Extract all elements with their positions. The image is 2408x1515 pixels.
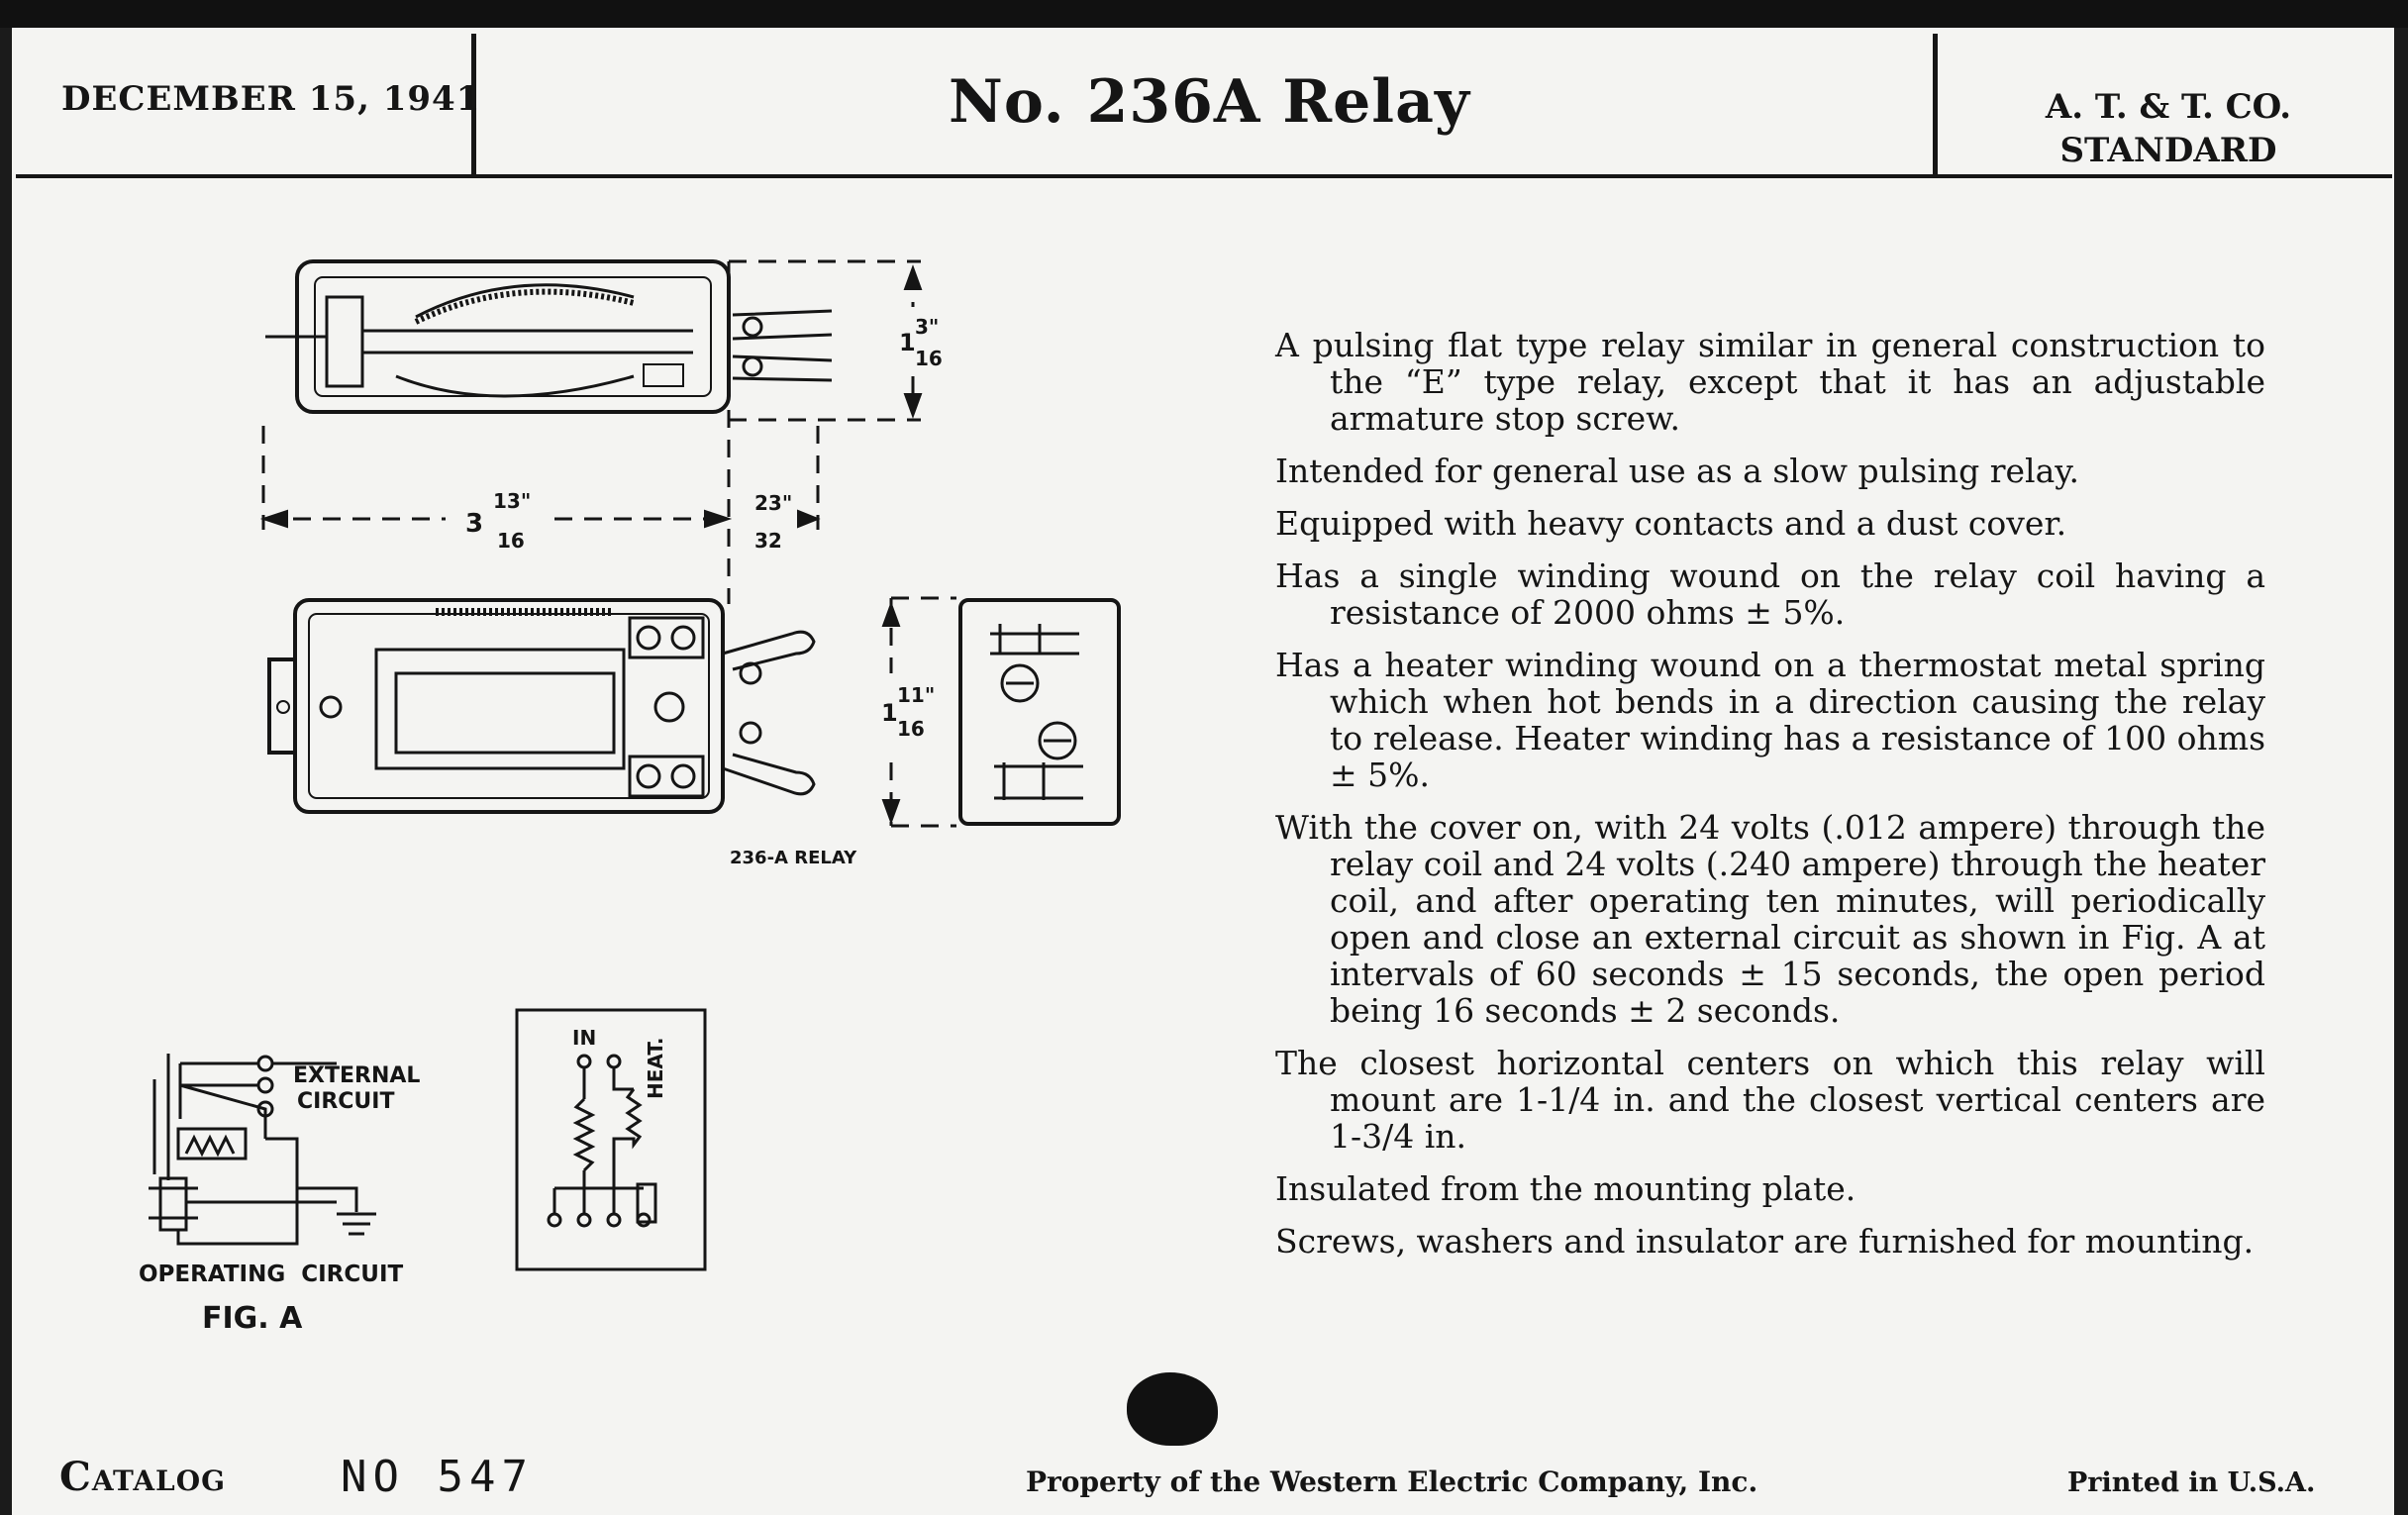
description (1275, 327, 2265, 1275)
dim-terminal-num: 23" (754, 491, 793, 515)
description-paragraph: With the cover on, with 24 volts (.012 ampere) through the relay coil and 24 volts (.240 ampere) through the heater coil, and after operating ten minutes, will periodically open and close an external circuit as shown in Fig. A at intervals of 60 seconds ± 15 seconds, the open period being 16 seconds ± 2 seconds. (1275, 808, 2265, 1030)
standard-line-1: A. T. & T. CO. (2045, 87, 2292, 127)
dim-height-num: 3" (915, 315, 940, 339)
description-paragraph: Intended for general use as a slow pulsing relay. (1275, 452, 2080, 490)
relay-side-view (265, 261, 832, 412)
schematic-in-label: IN (572, 1026, 597, 1050)
printed-notice: Printed in U.S.A. (2067, 1467, 2316, 1498)
description-paragraph: Has a single winding wound on the relay coil having a resistance of 2000 ohms ± 5%. (1275, 556, 2265, 632)
dim-height-den: 16 (915, 347, 943, 370)
dim-length-den: 16 (497, 529, 525, 553)
external-label: EXTERNAL (293, 1063, 421, 1088)
description-paragraph: Has a heater winding wound on a thermostat metal spring which when hot bends in a direction causing the relay to release. Heater winding has a resistance of 100 ohms ± 5%. (1275, 646, 2265, 794)
catalog-label: Catalog (59, 1454, 227, 1500)
page-title: No. 236A Relay (949, 67, 1470, 137)
issue-date: DECEMBER 15, 1941 (61, 79, 481, 119)
description-paragraph: Screws, washers and insulator are furnished for mounting. (1275, 1222, 2255, 1261)
figure-caption: FIG. A (202, 1301, 303, 1336)
property-notice: Property of the Western Electric Company, Inc. (1026, 1465, 1758, 1498)
dim-width-num: 11" (897, 683, 936, 707)
dim-length-whole: 3 (465, 509, 484, 539)
dim-width-den: 16 (897, 717, 925, 741)
schematic-heat-label: HEAT. (644, 1037, 667, 1099)
description-paragraph: Equipped with heavy contacts and a dust cover. (1275, 504, 2067, 543)
dim-length-num: 13" (493, 489, 532, 513)
dim-terminal-den: 32 (754, 529, 782, 553)
relay-end-view (960, 600, 1119, 824)
wiring-schematic (517, 1010, 705, 1269)
standard-line-2: STANDARD (2059, 131, 2277, 170)
dim-height-whole: 1 (899, 329, 916, 356)
description-paragraph: A pulsing flat type relay similar in general construction to the “E” type relay, except that it has an adjustable armature stop screw. (1275, 326, 2265, 438)
catalog-number: NO 547 (341, 1452, 534, 1502)
circuit-label: CIRCUIT (297, 1089, 395, 1114)
operating-circuit-label: OPERATING CIRCUIT (139, 1262, 404, 1287)
description-paragraph: Insulated from the mounting plate. (1275, 1169, 1856, 1208)
punch-hole (1127, 1372, 1218, 1446)
relay-plan-view (269, 600, 814, 812)
description-paragraph: The closest horizontal centers on which this relay will mount are 1-1/4 in. and the closest vertical centers are 1-3/4 in. (1275, 1044, 2265, 1156)
dim-width-whole: 1 (881, 699, 898, 727)
drawing-caption: 236-A RELAY (730, 848, 857, 868)
